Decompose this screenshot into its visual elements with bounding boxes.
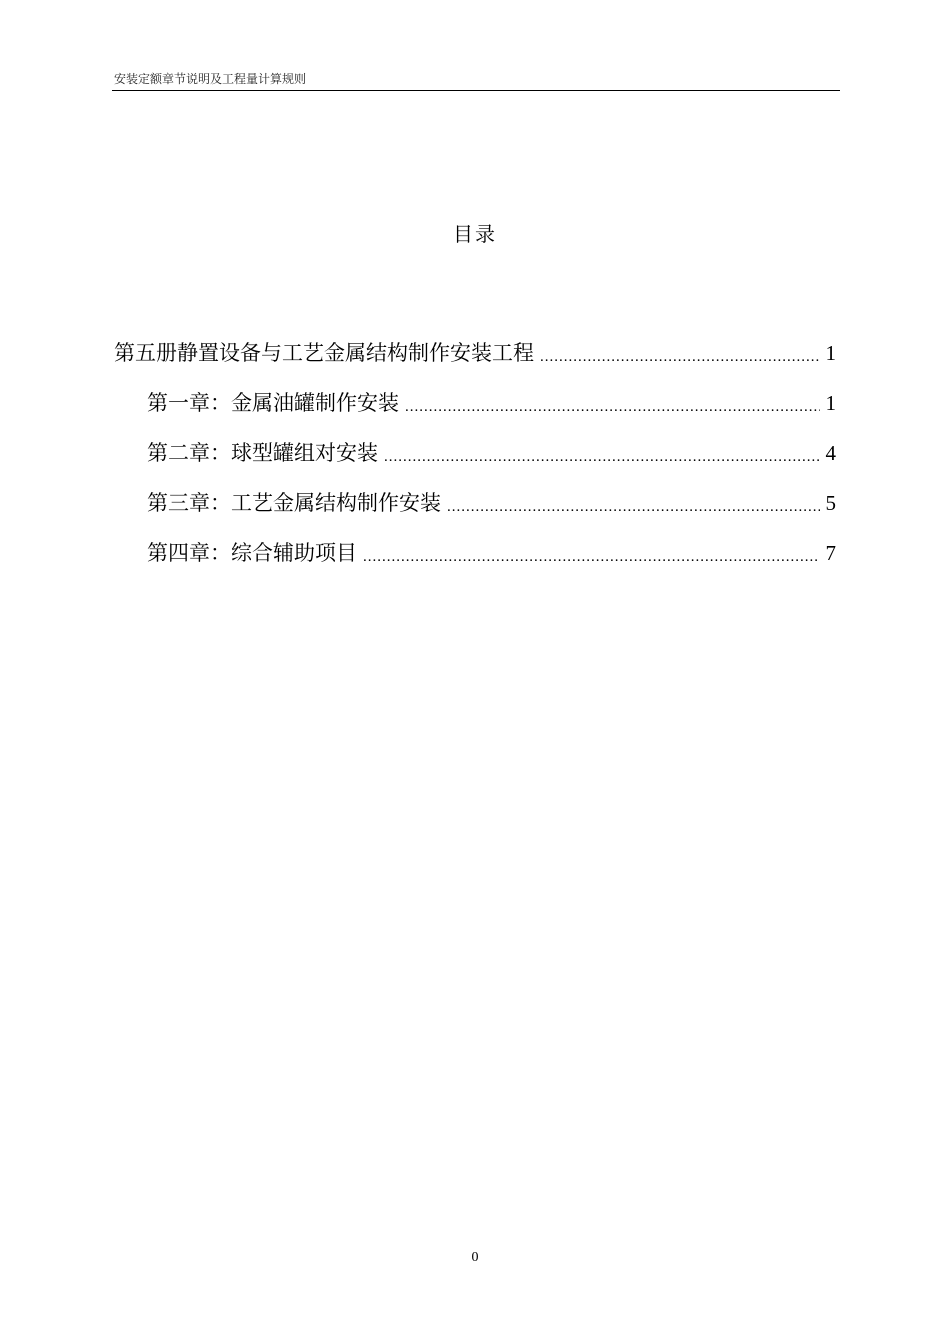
toc-leader-dots bbox=[384, 446, 820, 468]
header-title: 安装定额章节说明及工程量计算规则 bbox=[114, 72, 307, 86]
toc-entry-label: 第三章：工艺金属结构制作安装 bbox=[147, 491, 441, 515]
toc-entry-label: 第五册静置设备与工艺金属结构制作安装工程 bbox=[114, 341, 534, 365]
toc-entry-part-5[interactable] bbox=[114, 318, 836, 368]
toc-entry-label: 第四章：综合辅助项目 bbox=[147, 541, 357, 565]
toc-leader-dots bbox=[405, 396, 820, 418]
toc-entry-chapter-1[interactable] bbox=[114, 368, 836, 418]
toc-entry-label: 第一章：金属油罐制作安装 bbox=[147, 391, 399, 415]
toc-entry-page: 1 bbox=[825, 391, 836, 415]
toc-entry-page: 7 bbox=[825, 541, 836, 565]
toc-entry-chapter-3[interactable] bbox=[114, 468, 836, 518]
toc-leader-dots bbox=[363, 546, 820, 568]
page-number: 0 bbox=[471, 1250, 479, 1265]
toc-entry-chapter-2[interactable] bbox=[114, 418, 836, 468]
toc-leader-dots bbox=[540, 346, 820, 368]
toc-entry-page: 4 bbox=[825, 441, 836, 465]
toc-entry-page: 5 bbox=[825, 491, 836, 515]
page-header bbox=[112, 72, 840, 91]
toc-entry-page: 1 bbox=[825, 341, 836, 365]
toc-title: 目录 bbox=[453, 222, 497, 246]
toc-entry-label: 第二章：球型罐组对安装 bbox=[147, 441, 378, 465]
table-of-contents bbox=[114, 318, 836, 568]
toc-leader-dots bbox=[447, 496, 820, 518]
toc-entry-chapter-4[interactable] bbox=[114, 518, 836, 568]
